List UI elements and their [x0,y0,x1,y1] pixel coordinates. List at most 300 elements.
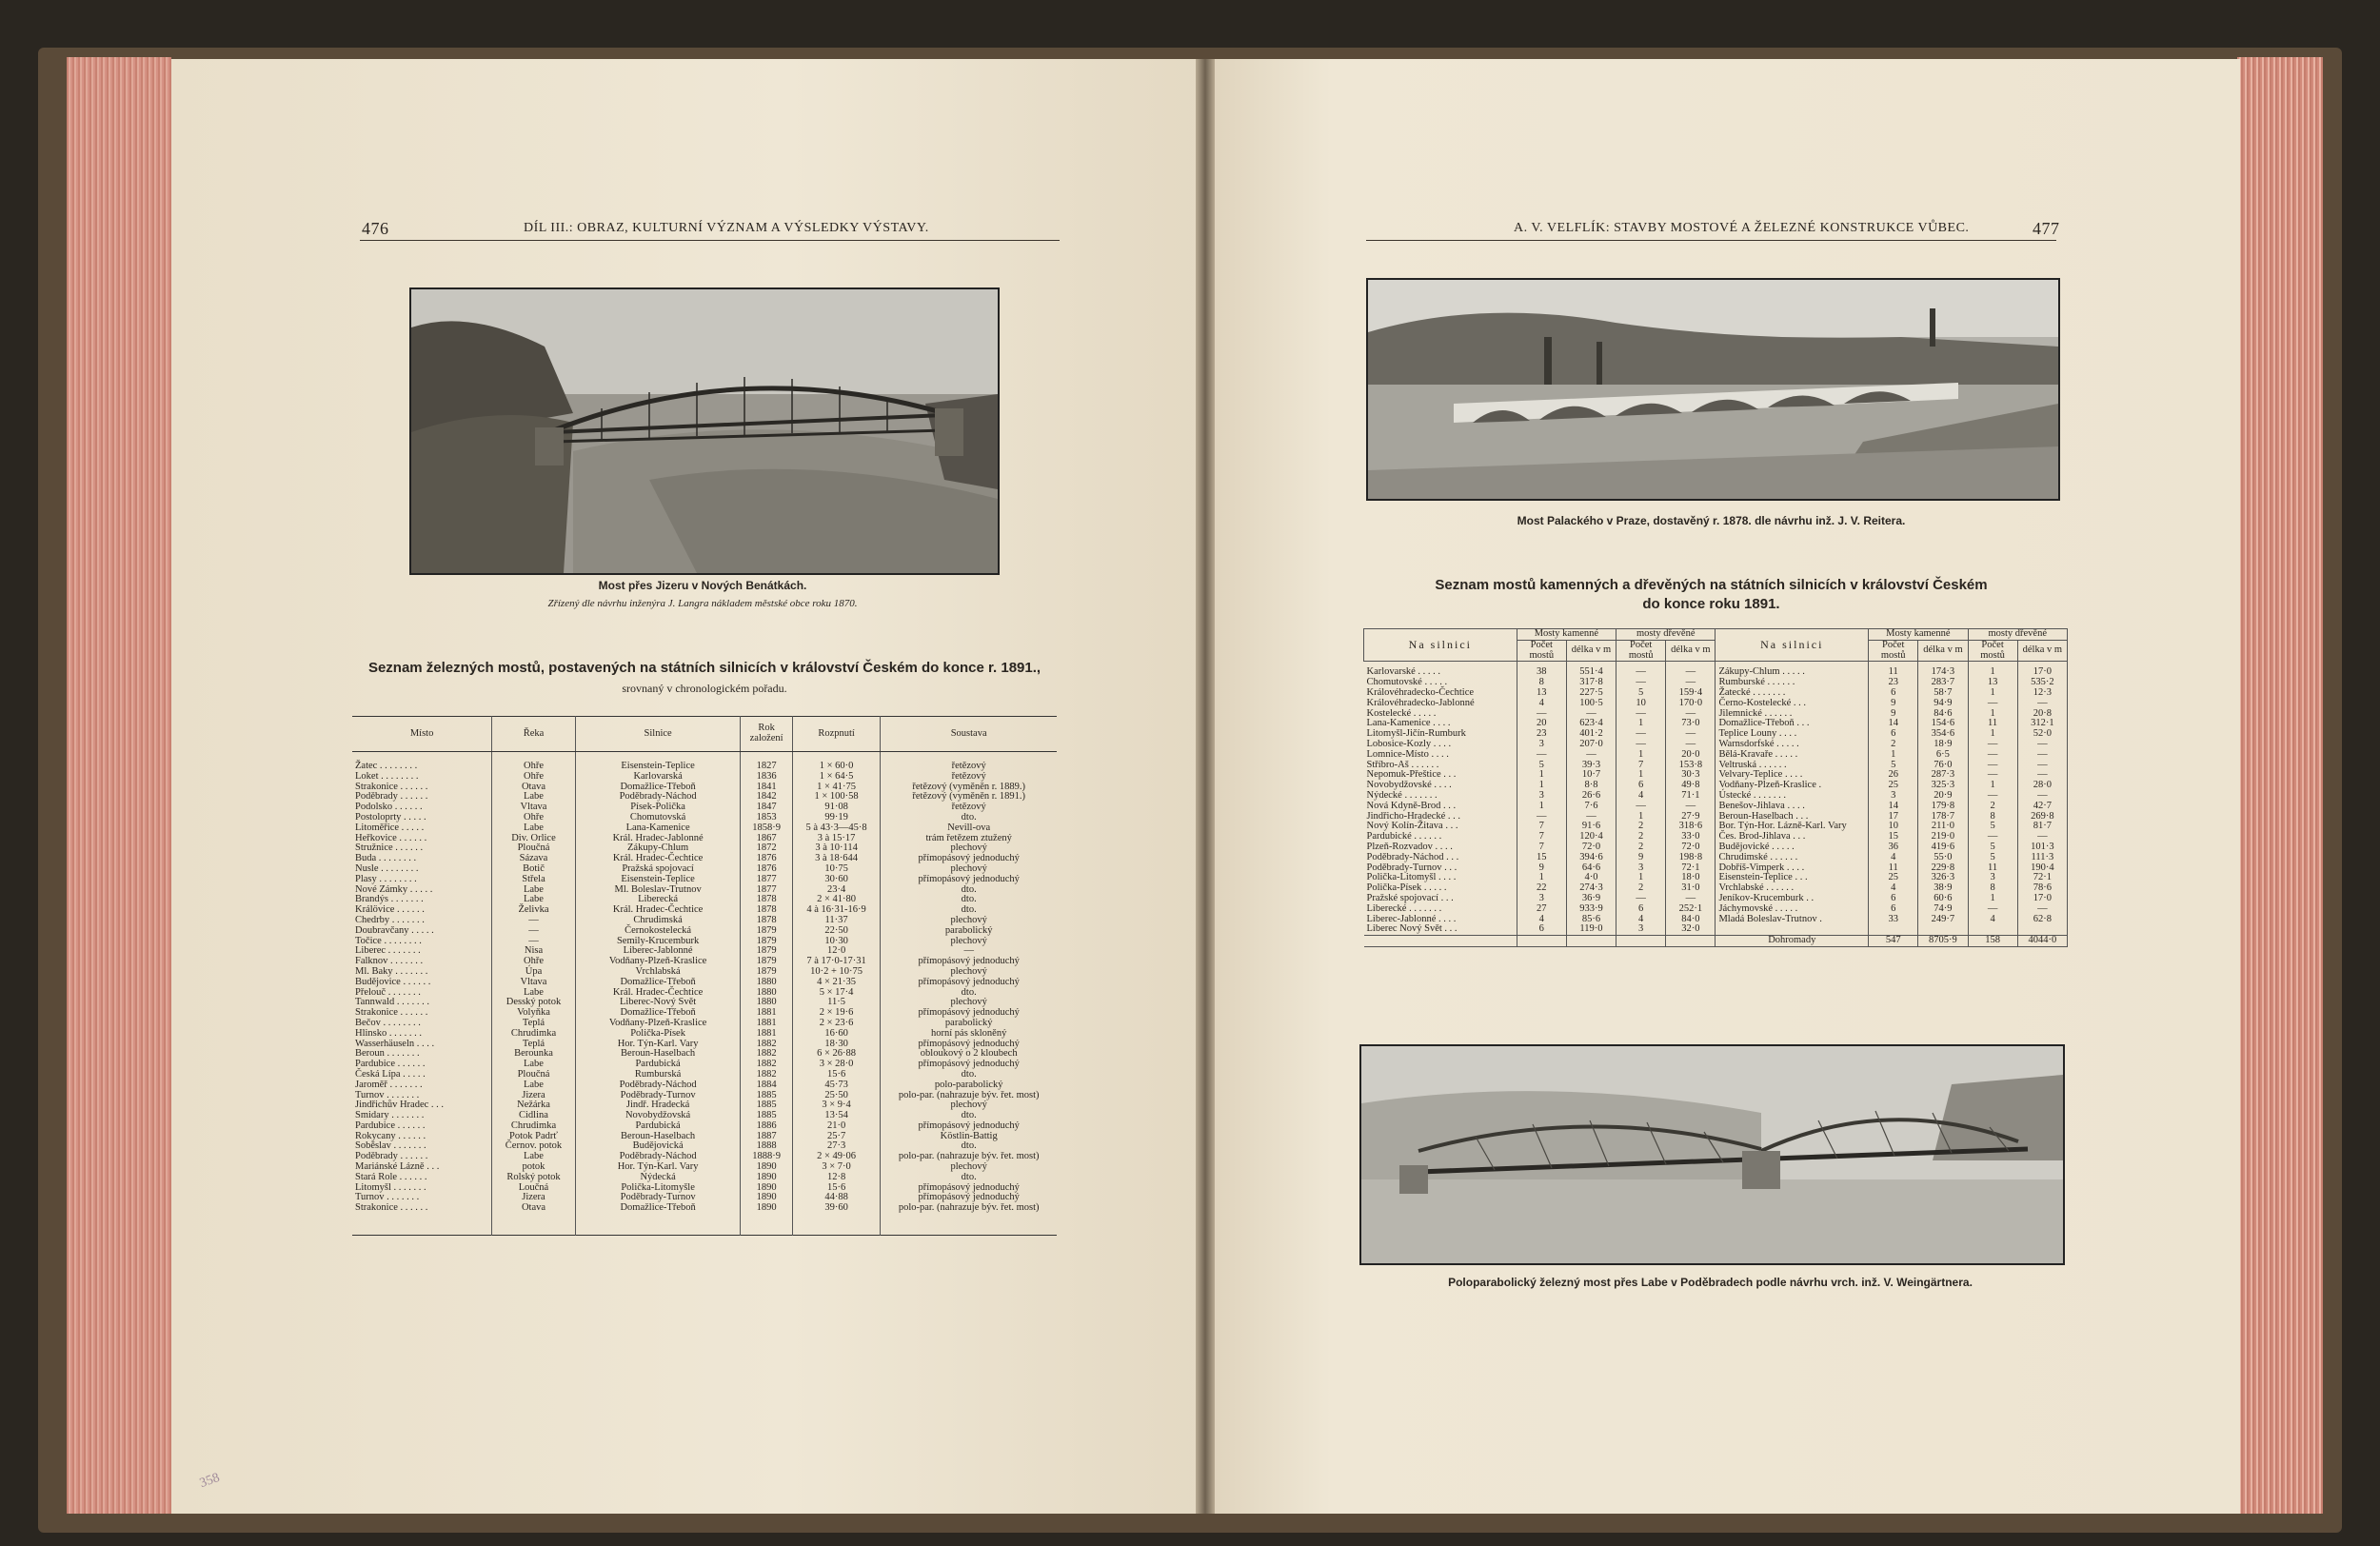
table-cell: 211·0 [1918,822,1968,832]
table-cell: 3 à 18·644 [792,854,881,864]
left-table-subtitle: srovnaný v chronologickém pořadu. [622,682,787,695]
table-cell: 78·6 [2017,883,2067,894]
table-cell: 551·4 [1566,662,1616,678]
left-photo-subcaption: Zřízený dle návrhu inženýra J. Langra nákladem městské obce roku 1870. [547,598,858,609]
table-cell: 1890 [741,1193,792,1203]
table-cell [1517,936,1566,947]
table-cell: Beroun-Haselbach [575,1132,741,1142]
table-cell: 7·6 [1566,802,1616,812]
table-cell: 9 [1869,699,1918,709]
table-cell: dto. [961,904,977,916]
table-cell: 5 à 43·3—45·8 [792,823,881,834]
table-cell: Teplice Louny . . . . [1716,729,1869,740]
jizera-bridge-photo [409,287,1000,575]
table-cell: Černov. potok [492,1141,576,1152]
table-row [352,772,1057,783]
table-cell: 6 [1869,904,1918,915]
left-table-title: Seznam železných mostů, postavených na státních silnicích v království Českém do konce r. 1891., [367,660,1041,676]
table-cell: Jizera [492,1091,576,1101]
table-cell: Jaroměř . . . . . . . [352,1080,492,1091]
table-cell: 12·0 [792,946,881,957]
right-photo1-caption: Most Palackého v Praze, dostavěný r. 1878. dle návrhu inž. J. V. Reitera. [1517,514,1906,527]
table-cell: 84·6 [1918,709,1968,720]
table-cell: 4·0 [1566,873,1616,883]
table-cell: Ml. Baky . . . . . . . [352,967,492,978]
table-cell: obloukový o 2 kloubech [920,1048,1018,1060]
table-cell: 10·75 [792,864,881,875]
table-cell: 39·60 [792,1203,881,1214]
table-cell: Jáchymovské . . . . . [1716,904,1869,915]
table-cell: dto. [961,1068,977,1080]
table-cell [1918,924,1968,935]
table-cell: — [1968,770,2017,781]
stone-header-right: Mosty kamenné [1869,629,1968,641]
table-cell: Labe [492,988,576,999]
table-cell: 4 [1517,699,1566,709]
table-row [1364,873,2068,883]
table-cell: Bor. Týn-Hor. Lázně-Karl. Vary [1716,822,1869,832]
table-cell: Pražská spojovací [575,864,741,875]
table-cell [1869,924,1918,935]
table-cell: Zákupy-Chlum . . . . . [1716,662,1869,678]
table-cell: 6 [1869,894,1918,904]
table-cell: 5 × 17·4 [792,988,881,999]
table-cell: Král. Hradec-Čechtice [575,905,741,916]
table-cell: Labe [492,1060,576,1070]
table-cell: 1841 [741,783,792,793]
table-cell: 1867 [741,834,792,844]
table-cell: 174·3 [1918,662,1968,678]
table-cell: Chrudimská [575,916,741,926]
table-cell: 1878 [741,905,792,916]
table-cell: přímopásový jednoduchý [918,1038,1020,1049]
table-cell: 326·3 [1918,873,1968,883]
table-cell: 2 × 41·80 [792,895,881,905]
table-cell: Král. Hradec-Jablonné [575,834,741,844]
table-cell: 5 [1517,761,1566,771]
table-cell: přímopásový jednoduchý [918,1192,1020,1203]
table-cell: 179·8 [1918,802,1968,812]
stone-header-left: Mosty kamenné [1517,629,1616,641]
table-cell: Dobříš-Vimperk . . . . [1716,863,1869,874]
table-cell: 1879 [741,957,792,967]
table-cell: 74·9 [1918,904,1968,915]
table-cell: 72·0 [1566,842,1616,853]
table-cell: Domažlice-Třeboň [575,783,741,793]
table-cell: 1 [1616,770,1666,781]
table-cell: Králövice . . . . . . [352,905,492,916]
table-row [1364,812,2068,823]
table-cell: 1888 [741,1141,792,1152]
table-cell: 8·8 [1566,781,1616,791]
table-cell: 3 × 9·4 [792,1100,881,1111]
table-cell: Jilemnické . . . . . . [1716,709,1869,720]
table-cell: 76·0 [1918,761,1968,771]
table-cell: 6 [1869,688,1918,699]
table-cell: Liberec-Jablonné . . . . [1364,915,1517,925]
table-cell: 1827 [741,752,792,772]
table-cell: 7 [1517,842,1566,853]
table-cell: Nevill-ova [947,822,991,833]
wood-header-right: mosty dřevěné [1968,629,2068,641]
table-cell: — [1666,729,1716,740]
table-cell: polo-parabolický [934,1079,1003,1090]
table-cell: Loučná [492,1183,576,1194]
table-cell: Strakonice . . . . . . [352,783,492,793]
table-cell: Budějovice . . . . . . [352,978,492,988]
table-row [1364,662,2068,678]
table-cell: 6 [1616,904,1666,915]
table-cell: Köstlin-Battig [940,1130,998,1141]
table-cell: 72·1 [1666,863,1716,874]
table-cell: 1887 [741,1132,792,1142]
table-row [352,803,1057,813]
table-filler [352,1214,1057,1236]
table-cell: 190·4 [2017,863,2067,874]
table-cell: Rumburská [575,1070,741,1080]
table-cell: Ohře [492,772,576,783]
table-row [352,875,1057,885]
table-cell: — [1968,904,2017,915]
table-cell: Jindř. Hradecká [575,1100,741,1111]
table-cell: Liberecká [575,895,741,905]
table-cell: 401·2 [1566,729,1616,740]
table-cell: Falknov . . . . . . . [352,957,492,967]
table-row [352,1100,1057,1111]
table-cell: — [1616,662,1666,678]
table-cell: — [1517,709,1566,720]
table-cell: Král. Hradec-Čechtice [575,854,741,864]
table-cell: Ohře [492,813,576,823]
table-cell: 1878 [741,895,792,905]
table-cell: Písek-Polička [575,803,741,813]
table-cell: 227·5 [1566,688,1616,699]
table-cell: Litoměřice . . . . . [352,823,492,834]
table-cell: 9 [1616,853,1666,863]
table-cell: — [2017,904,2067,915]
table-cell: 1877 [741,885,792,896]
table-row [1364,709,2068,720]
table-cell: 36 [1869,842,1918,853]
table-cell: 27·9 [1666,812,1716,823]
table-cell: 25·50 [792,1091,881,1101]
totals-value: 4044·0 [2017,936,2067,947]
table-cell: 8 [1968,812,2017,823]
page-edges-right [2237,57,2323,1514]
table-row [352,885,1057,896]
table-cell: 312·1 [2017,719,2067,729]
table-cell: 33·0 [1666,832,1716,842]
table-cell: 15 [1517,853,1566,863]
table-cell: 4 [1616,791,1666,802]
table-cell: Labe [492,885,576,896]
table-cell: 11 [1869,662,1918,678]
table-cell: 1876 [741,864,792,875]
right-photo2-caption: Poloparabolický železný most přes Labe v Poděbradech podle návrhu vrch. inž. V. Weingärtnera. [1448,1276,1973,1289]
table-row [1364,924,2068,935]
table-cell: 2 [1616,832,1666,842]
table-row [1364,853,2068,863]
table-cell: 26 [1869,770,1918,781]
table-cell: 62·8 [2017,915,2067,925]
table-cell: Poděbrady-Turnov [575,1091,741,1101]
table-row [352,1029,1057,1040]
ltable-header: Rozpnutí [792,717,881,752]
table-cell: 13 [1517,688,1566,699]
table-cell: 354·6 [1918,729,1968,740]
table-cell: Polička-Písek [575,1029,741,1040]
table-cell: — [1616,678,1666,688]
table-cell: — [1666,740,1716,750]
table-cell: 1872 [741,843,792,854]
table-cell: 4 à 16·31-16·9 [792,905,881,916]
table-row [352,1203,1057,1214]
table-row [352,1060,1057,1070]
table-cell: Strakonice . . . . . . [352,1008,492,1019]
table-cell: polo-par. (nahrazuje býv. řet. most) [898,1089,1040,1100]
table-cell [1616,936,1666,947]
table-row [1364,832,2068,842]
table-cell: Poděbrady-Náchod [575,792,741,803]
table-row [352,823,1057,834]
table-cell: 419·6 [1918,842,1968,853]
table-cell: 2 × 49·06 [792,1152,881,1162]
table-row [352,895,1057,905]
table-cell: 1842 [741,792,792,803]
table-cell: Domažlice-Třeboň . . . [1716,719,1869,729]
table-cell: Jindřichův Hradec . . . [352,1100,492,1111]
table-cell: 3 × 28·0 [792,1060,881,1070]
table-cell: 111·3 [2017,853,2067,863]
table-cell: 1880 [741,978,792,988]
table-cell: 2 [1616,883,1666,894]
table-cell: Rumburské . . . . . . [1716,678,1869,688]
table-cell: Točice . . . . . . . . [352,937,492,947]
iron-bridges-table [352,716,1057,1236]
table-cell: Plzeň-Rozvadov . . . . [1364,842,1517,853]
table-cell: Hor. Týn-Karl. Vary [575,1162,741,1173]
table-cell: Černokostelecká [575,926,741,937]
table-cell: 2 × 19·6 [792,1008,881,1019]
ltable-header: Silnice [575,717,741,752]
table-row [352,752,1057,772]
table-cell: 1 [1616,812,1666,823]
table-cell: Nýdecké . . . . . . . [1364,791,1517,802]
table-row [1364,729,2068,740]
table-cell: 91·6 [1566,822,1616,832]
table-cell: horní pás skloněný [931,1027,1007,1039]
table-cell: Polička-Písek . . . . . [1364,883,1517,894]
table-cell: Hor. Týn-Karl. Vary [575,1040,741,1050]
table-cell: — [1566,709,1616,720]
table-cell: 1877 [741,875,792,885]
table-cell: — [2017,761,2067,771]
table-cell: 21·0 [792,1121,881,1132]
table-cell: 3 [1517,894,1566,904]
table-cell: 45·73 [792,1080,881,1091]
table-cell: Jindřicho-Hradecké . . . [1364,812,1517,823]
table-cell: 10 [1869,822,1918,832]
page-edges-left [67,57,171,1514]
table-cell: Ploučná [492,843,576,854]
table-cell: Královéhradecko-Jablonné [1364,699,1517,709]
table-cell: 10·7 [1566,770,1616,781]
table-cell: Postoloprty . . . . . [352,813,492,823]
table-cell: 11 [1869,863,1918,874]
table-cell: 5 [1869,761,1918,771]
table-cell: 49·8 [1666,781,1716,791]
table-cell: 119·0 [1566,924,1616,935]
table-cell: Želivka [492,905,576,916]
table-cell: 18·30 [792,1040,881,1050]
table-cell: 5 [1616,688,1666,699]
table-cell: Polička-Litomyšl . . . . [1364,873,1517,883]
table-cell: 1 × 100·58 [792,792,881,803]
table-cell: — [2017,750,2067,761]
table-cell: 274·3 [1566,883,1616,894]
table-cell: 39·3 [1566,761,1616,771]
table-cell: Turnov . . . . . . . [352,1193,492,1203]
table-cell: plechový [950,1100,987,1111]
table-cell: Chomutovská [575,813,741,823]
table-cell: 1 × 41·75 [792,783,881,793]
table-cell: Ústecké . . . . . . . [1716,791,1869,802]
table-cell: 17·0 [2017,894,2067,904]
table-cell: Novobydžovská [575,1111,741,1121]
table-cell: 17 [1869,812,1918,823]
table-cell: Karlovarská [575,772,741,783]
table-cell: Volyňka [492,1008,576,1019]
table-cell: 3 × 7·0 [792,1162,881,1173]
table-cell: 36·9 [1566,894,1616,904]
table-cell: 13·54 [792,1111,881,1121]
table-cell: Div. Orlice [492,834,576,844]
table-cell: 394·6 [1566,853,1616,863]
table-cell: 22 [1517,883,1566,894]
table-cell: 25 [1869,781,1918,791]
table-cell: polo-par. (nahrazuje býv. řet. most) [898,1151,1040,1162]
table-cell: Nepomuk-Přeštice . . . [1364,770,1517,781]
table-cell: Vltava [492,978,576,988]
table-cell: 1884 [741,1080,792,1091]
right-page-number: 477 [2033,219,2060,238]
table-cell: 159·4 [1666,688,1716,699]
table-cell: 1 × 60·0 [792,752,881,772]
table-cell: 1878 [741,916,792,926]
table-cell: plechový [950,842,987,854]
table-cell: 33 [1869,915,1918,925]
table-cell: Hlinsko . . . . . . . [352,1029,492,1040]
table-cell: 1882 [741,1040,792,1050]
table-cell: Buda . . . . . . . . [352,854,492,864]
table-cell: 1888·9 [741,1152,792,1162]
table-cell: 5 [1968,842,2017,853]
table-cell: 4 [1968,915,2017,925]
podebrady-bridge-photo-icon [1361,1046,2063,1263]
table-cell: Pardubické . . . . . . [1364,832,1517,842]
table-cell [1666,936,1716,947]
table-cell: 1 [1616,873,1666,883]
table-cell: 52·0 [2017,729,2067,740]
table-cell: přímopásový jednoduchý [918,1059,1020,1070]
table-cell: 1885 [741,1100,792,1111]
table-cell: 3 à 10·114 [792,843,881,854]
table-cell: Velvary-Teplice . . . . [1716,770,1869,781]
table-cell: 317·8 [1566,678,1616,688]
table-cell: dto. [961,811,977,823]
totals-row [1364,936,2068,947]
table-cell: přímopásový jednoduchý [918,1181,1020,1193]
table-cell: Cidlina [492,1111,576,1121]
totals-value: 547 [1869,936,1918,947]
table-cell: 1885 [741,1111,792,1121]
table-row [352,926,1057,937]
table-cell: parabolický [944,924,993,936]
table-cell: dto. [961,1171,977,1182]
table-cell: Smidary . . . . . . . [352,1111,492,1121]
table-cell: Vltava [492,803,576,813]
ltable-header: Řeka [492,717,576,752]
table-cell: 3 [1616,863,1666,874]
table-cell: Labe [492,895,576,905]
table-cell: 219·0 [1918,832,1968,842]
table-cell: 229·8 [1918,863,1968,874]
table-cell: Zákupy-Chlum [575,843,741,854]
table-cell: 23 [1517,729,1566,740]
table-cell: 1 [1517,873,1566,883]
table-cell: 1882 [741,1060,792,1070]
table-cell: Mariánské Lázně . . . [352,1162,492,1173]
table-cell: Labe [492,823,576,834]
table-cell: Domažlice-Třeboň [575,1203,741,1214]
table-cell: 84·0 [1666,915,1716,925]
rtable-subheader: délka v m [1918,640,1968,662]
table-cell: Otava [492,783,576,793]
table-row [1364,802,2068,812]
table-cell: 94·9 [1918,699,1968,709]
table-cell: Vrchlabské . . . . . . [1716,883,1869,894]
table-cell: Liberec Nový Svět . . . [1364,924,1517,935]
table-row [1364,791,2068,802]
rtable-subheader: délka v m [1566,640,1616,662]
table-cell: plechový [950,997,987,1008]
table-cell: — [1666,662,1716,678]
table-cell: Chrudimské . . . . . . [1716,853,1869,863]
table-cell: 6 [1616,781,1666,791]
bridge-photo-icon [411,289,998,573]
table-cell: 4 [1869,853,1918,863]
stone-wood-bridges-table [1363,628,2068,947]
rtable-subheader: délka v m [1666,640,1716,662]
table-cell: plechový [950,965,987,977]
table-row [1364,740,2068,750]
table-cell: 28·0 [2017,781,2067,791]
table-cell: Desský potok [492,998,576,1008]
table-cell: 73·0 [1666,719,1716,729]
table-cell: Nový Kolín-Žitava . . . [1364,822,1517,832]
table-cell: 8 [1517,678,1566,688]
table-cell: Teplá [492,1040,576,1050]
table-cell: 1853 [741,813,792,823]
table-cell: 1890 [741,1183,792,1194]
table-row [1364,822,2068,832]
table-cell: 1 [1968,662,2017,678]
table-cell: Soběslav . . . . . . . [352,1141,492,1152]
table-cell: Beroun . . . . . . . [352,1049,492,1060]
table-cell: dto. [961,986,977,998]
table-row [352,978,1057,988]
table-cell: řetězový [951,761,986,771]
